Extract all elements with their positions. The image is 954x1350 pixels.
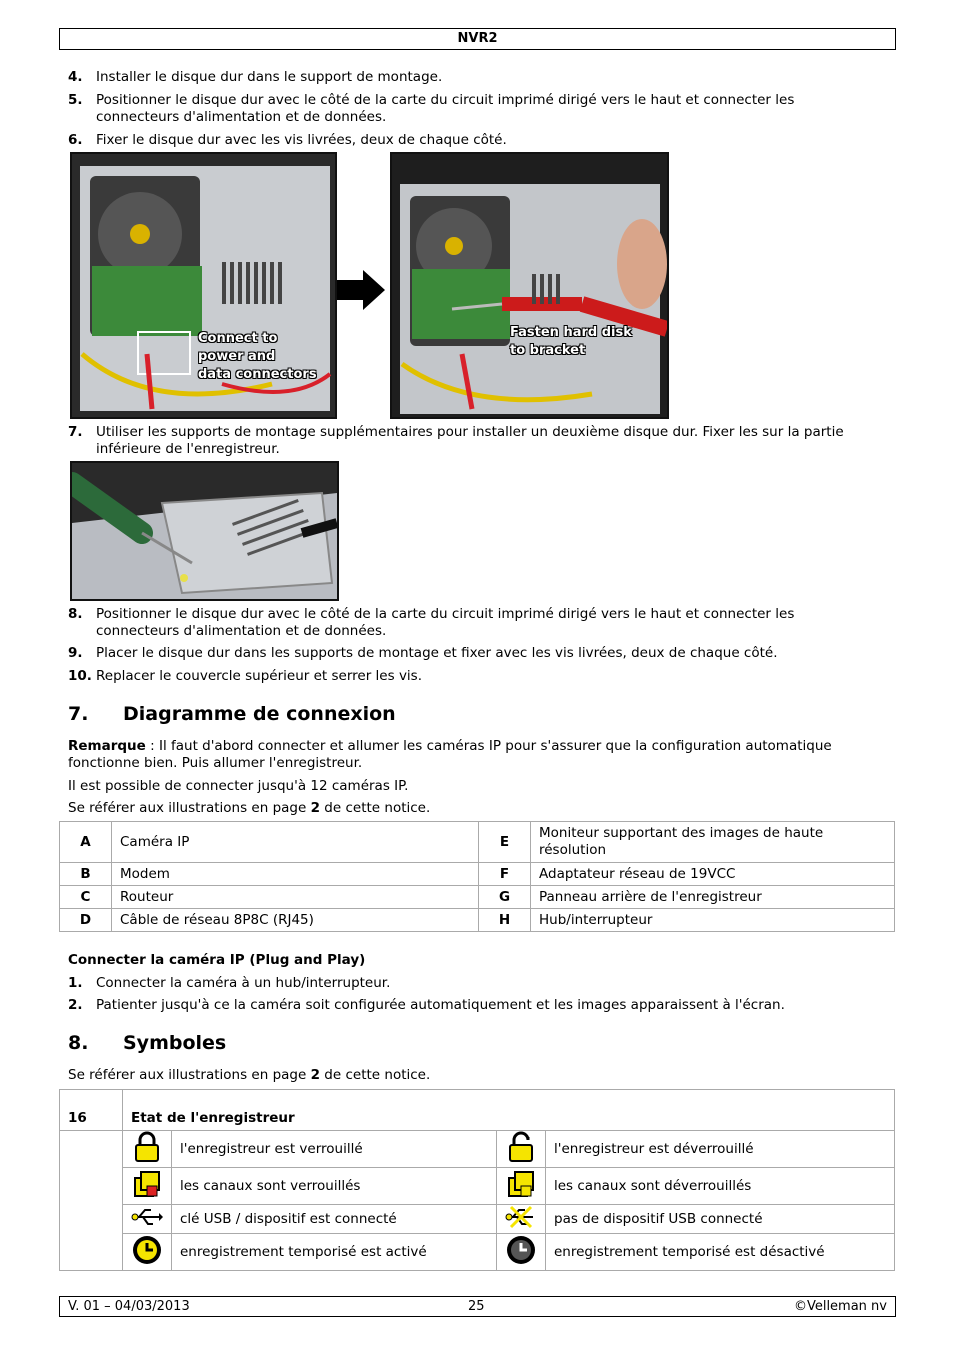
step-text: Patienter jusqu'à ce la caméra soit configurée automatiquement et les images apparaissent à l'écran. xyxy=(96,997,785,1013)
legend-value: Panneau arrière de l'enregistreur xyxy=(531,886,895,909)
table-row xyxy=(60,1234,895,1271)
ref-page-number: 2 xyxy=(310,1067,321,1083)
symbol-description: enregistrement temporisé est désactivé xyxy=(546,1234,895,1271)
reference-paragraph xyxy=(68,800,868,817)
symbol-description: enregistrement temporisé est activé xyxy=(172,1234,497,1271)
photo-hdd-connectors xyxy=(70,152,337,419)
step-number: 7. xyxy=(68,424,83,440)
symbol-description: l'enregistreur est déverrouillé xyxy=(546,1131,895,1168)
step-item xyxy=(68,424,868,458)
timer-on-icon xyxy=(123,1234,172,1271)
legend-key: A xyxy=(60,822,112,863)
callout-line: Connect to xyxy=(198,331,278,346)
symbol-group-title: Etat de l'enregistreur xyxy=(123,1090,895,1131)
timer-off-icon xyxy=(497,1234,546,1271)
step-item xyxy=(68,606,868,640)
table-row xyxy=(60,1168,895,1205)
step-text: Utiliser les supports de montage supplémentaires pour installer un deuxième disque dur. Fixer les sur la partie inférieure de l'enregistreur. xyxy=(96,424,844,457)
step-text: Connecter la caméra à un hub/interrupteur. xyxy=(96,975,391,991)
ref-text: Se référer aux illustrations en page xyxy=(68,800,311,816)
section-heading xyxy=(68,1032,226,1054)
symbols-table xyxy=(59,1089,895,1271)
page-footer xyxy=(59,1296,896,1317)
photo-second-hdd-brackets xyxy=(70,461,339,601)
ref-text: de cette notice. xyxy=(320,1067,431,1083)
table-row xyxy=(60,909,895,932)
symbol-description: l'enregistreur est verrouillé xyxy=(172,1131,497,1168)
ref-text: Se référer aux illustrations en page xyxy=(68,1067,311,1083)
legend-value: Câble de réseau 8P8C (RJ45) xyxy=(112,909,479,932)
paragraph: Il est possible de connecter jusqu'à 12 caméras IP. xyxy=(68,778,409,794)
step-item xyxy=(68,997,888,1014)
step-item xyxy=(68,668,868,685)
step-number: 2. xyxy=(68,997,83,1013)
section-title: Diagramme de connexion xyxy=(123,703,396,725)
legend-key: C xyxy=(60,886,112,909)
step-number: 1. xyxy=(68,975,83,991)
symbol-group-number: 16 xyxy=(60,1090,123,1131)
legend-value: Caméra IP xyxy=(112,822,479,863)
table-header-row xyxy=(60,1090,895,1131)
callout-line: to bracket xyxy=(510,343,586,358)
usb-disconnected-icon xyxy=(497,1205,546,1234)
note-label: Remarque xyxy=(68,738,146,754)
step-item xyxy=(68,69,868,86)
channels-locked-icon xyxy=(123,1168,172,1205)
table-row xyxy=(60,863,895,886)
header-title: NVR2 xyxy=(457,31,498,46)
footer-version: V. 01 – 04/03/2013 xyxy=(68,1299,190,1314)
section-number: 7. xyxy=(68,703,89,725)
right-arrow-icon xyxy=(337,270,387,310)
legend-value: Routeur xyxy=(112,886,479,909)
table-row xyxy=(60,886,895,909)
reference-paragraph xyxy=(68,1067,868,1084)
step-text: Replacer le couvercle supérieur et serrer les vis. xyxy=(96,668,423,684)
ref-page-number: 2 xyxy=(310,800,321,816)
note-paragraph xyxy=(68,738,868,772)
legend-key: D xyxy=(60,909,112,932)
callout-line: power and xyxy=(198,349,276,364)
note-text: : Il faut d'abord connecter et allumer les caméras IP pour s'assurer que la configuration automatique fonctionne bien. Puis allumer l'enregistreur. xyxy=(68,738,832,771)
symbol-description: clé USB / dispositif est connecté xyxy=(172,1205,497,1234)
step-text: Placer le disque dur dans les supports de montage et fixer avec les vis livrées, deux de chaque côté. xyxy=(96,645,778,661)
step-text: Positionner le disque dur avec le côté de la carte du circuit imprimé dirigé vers le haut et connecter les connecteurs d'alimentation et de données. xyxy=(96,606,795,639)
step-item xyxy=(68,975,868,992)
photo-fasten-bracket xyxy=(390,152,669,419)
channels-unlocked-icon xyxy=(497,1168,546,1205)
legend-key: G xyxy=(479,886,531,909)
step-number: 8. xyxy=(68,606,83,622)
legend-value: Adaptateur réseau de 19VCC xyxy=(531,863,895,886)
step-number: 9. xyxy=(68,645,83,661)
legend-value: Moniteur supportant des images de haute résolution xyxy=(531,822,895,863)
table-row xyxy=(60,822,895,863)
step-text: Positionner le disque dur avec le côté de la carte du circuit imprimé dirigé vers le haut et connecter les connecteurs d'alimentation et de données. xyxy=(96,92,795,125)
symbol-description: les canaux sont déverrouillés xyxy=(546,1168,895,1205)
step-item xyxy=(68,92,868,126)
legend-key: E xyxy=(479,822,531,863)
page-header xyxy=(59,28,896,50)
legend-key: B xyxy=(60,863,112,886)
empty-cell xyxy=(60,1131,123,1271)
section-title: Symboles xyxy=(123,1032,227,1054)
lock-open-icon xyxy=(497,1131,546,1168)
step-number: 4. xyxy=(68,69,83,85)
ref-text: de cette notice. xyxy=(320,800,431,816)
step-text: Installer le disque dur dans le support de montage. xyxy=(96,69,443,85)
legend-key: H xyxy=(479,909,531,932)
step-text: Fixer le disque dur avec les vis livrées, deux de chaque côté. xyxy=(96,132,507,148)
footer-copyright: ©Velleman nv xyxy=(793,1299,887,1314)
legend-key: F xyxy=(479,863,531,886)
section-number: 8. xyxy=(68,1032,89,1054)
connection-legend-table xyxy=(59,821,895,932)
symbol-description: pas de dispositif USB connecté xyxy=(546,1205,895,1234)
step-number: 6. xyxy=(68,132,83,148)
usb-connected-icon xyxy=(123,1205,172,1234)
subsection-title: Connecter la caméra IP (Plug and Play) xyxy=(68,952,366,968)
symbol-description: les canaux sont verrouillés xyxy=(172,1168,497,1205)
step-item xyxy=(68,132,868,149)
legend-value: Hub/interrupteur xyxy=(531,909,895,932)
section-heading xyxy=(68,703,396,725)
table-row xyxy=(60,1131,895,1168)
callout-line: data connectors xyxy=(198,367,317,382)
step-number: 5. xyxy=(68,92,83,108)
table-row xyxy=(60,1205,895,1234)
lock-closed-icon xyxy=(123,1131,172,1168)
callout-line: Fasten hard disk xyxy=(510,325,632,340)
legend-value: Modem xyxy=(112,863,479,886)
step-item xyxy=(68,645,868,662)
footer-page-number: 25 xyxy=(468,1299,485,1314)
step-number: 10. xyxy=(68,668,92,684)
